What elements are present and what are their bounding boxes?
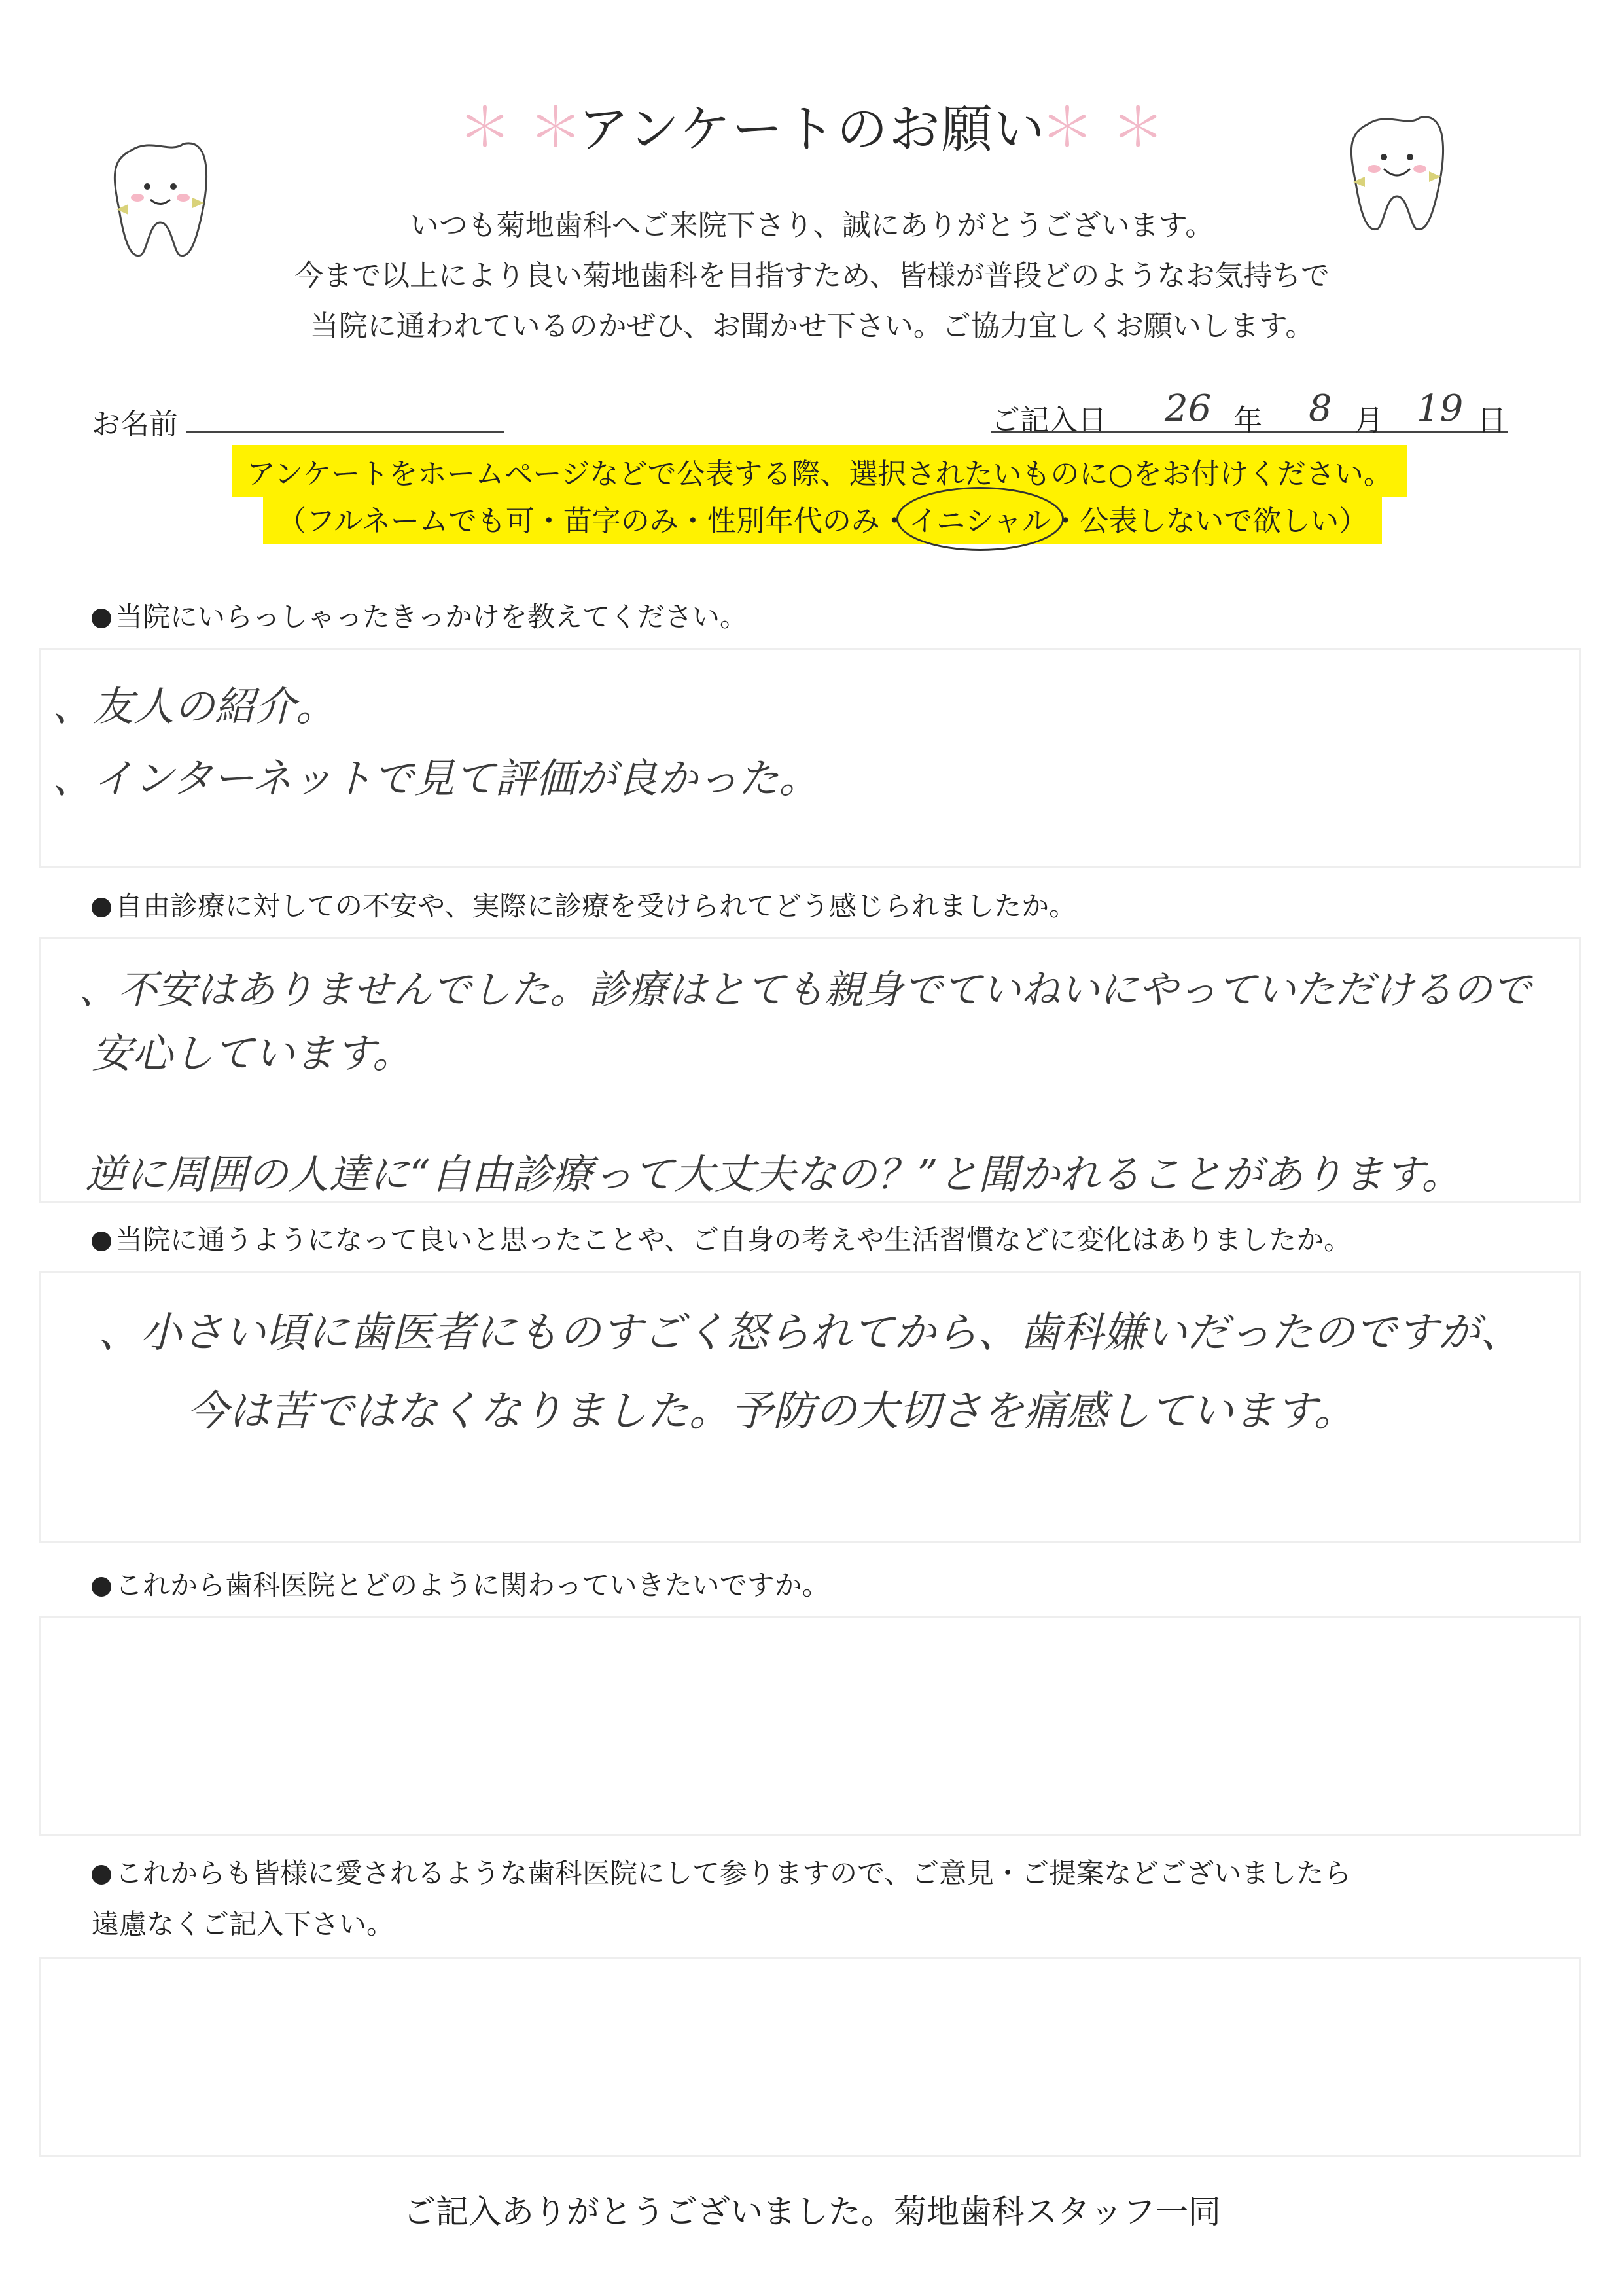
question-4: これから歯科医院とどのように関わっていきたいですか。 [92,1564,830,1603]
intro-line-1: いつも菊地歯科へご来院下さり、誠にありがとうございます。 [410,209,1214,242]
title-stars-right: ＊ ＊ [1040,97,1165,159]
answer-1-line-2: 、インターネットで見て評価が良かった。 [52,754,820,802]
answer-2-line-3: 逆に周囲の人達に“自由診療って大丈夫なの？”と聞かれることがあります。 [85,1150,1462,1198]
answer-2-line-2: 安心しています。 [92,1029,414,1077]
intro-line-2: 今まで以上により良い菊地歯科を目指すため、皆様が普段どのようなお気持ちで [294,259,1330,293]
question-5-line-2: 遠慮なくご記入下さい。 [92,1908,395,1940]
bullet-icon [92,1232,111,1251]
date-month-value: 8 [1309,387,1332,430]
question-3: 当院に通うようになって良いと思ったことや、ご自身の考えや生活習慣などに変化はありましたか。 [92,1218,1351,1258]
title-stars-left: ＊ ＊ [458,97,583,159]
date-year-value: 26 [1165,387,1212,430]
selected-option-circle [896,487,1064,551]
publish-options: （フルネームでも可・苗字のみ・性別年代のみ・イニシャル・公表しないで欲しい） [263,492,1382,544]
date-label: ご記入日 [991,404,1106,437]
name-label: お名前 [92,408,178,441]
answer-2-line-1: 、不安はありませんでした。診療はとても親身でていねいにやっていただけるので [79,967,1531,1013]
answer-3-line-2: 今は苦ではなくなりました。予防の大切さを痛感しています。 [186,1387,1356,1436]
bullet-icon [92,1577,111,1597]
bullet-icon [92,609,111,628]
footer-thanks: ご記入ありがとうございました。菊地歯科スタッフ一同 [403,2193,1221,2231]
question-1: 当院にいらっしゃったきっかけを教えてください。 [92,595,747,635]
answer-1-line-1: 、友人の紹介。 [52,683,337,730]
bullet-icon [92,898,111,917]
date-month-unit: 月 [1354,404,1383,437]
date-day-value: 19 [1417,387,1464,430]
answer-box-4[interactable] [39,1616,1581,1836]
answer-box-5[interactable] [39,1957,1581,2157]
intro-line-3: 当院に通われているのかぜひ、お聞かせ下さい。ご協力宜しくお願いします。 [309,310,1315,343]
publish-note: アンケートをホームページなどで公表する際、選択されたいものに○をお付けください。 [232,445,1407,497]
page-title: アンケートのお願い [578,100,1046,159]
bullet-icon [92,1865,111,1885]
question-5: これからも皆様に愛されるような歯科医院にして参りますので、ご意見・ご提案などございましたら [92,1852,1351,1891]
answer-3-line-1: 、小さい頃に歯医者にものすごく怒られてから、歯科嫌いだったのですが、 [98,1309,1522,1357]
question-2: 自由診療に対しての不安や、実際に診療を受けられてどう感じられましたか。 [92,885,1076,924]
name-field[interactable] [186,431,504,433]
date-day-unit: 日 [1477,404,1506,437]
date-year-unit: 年 [1233,404,1262,437]
